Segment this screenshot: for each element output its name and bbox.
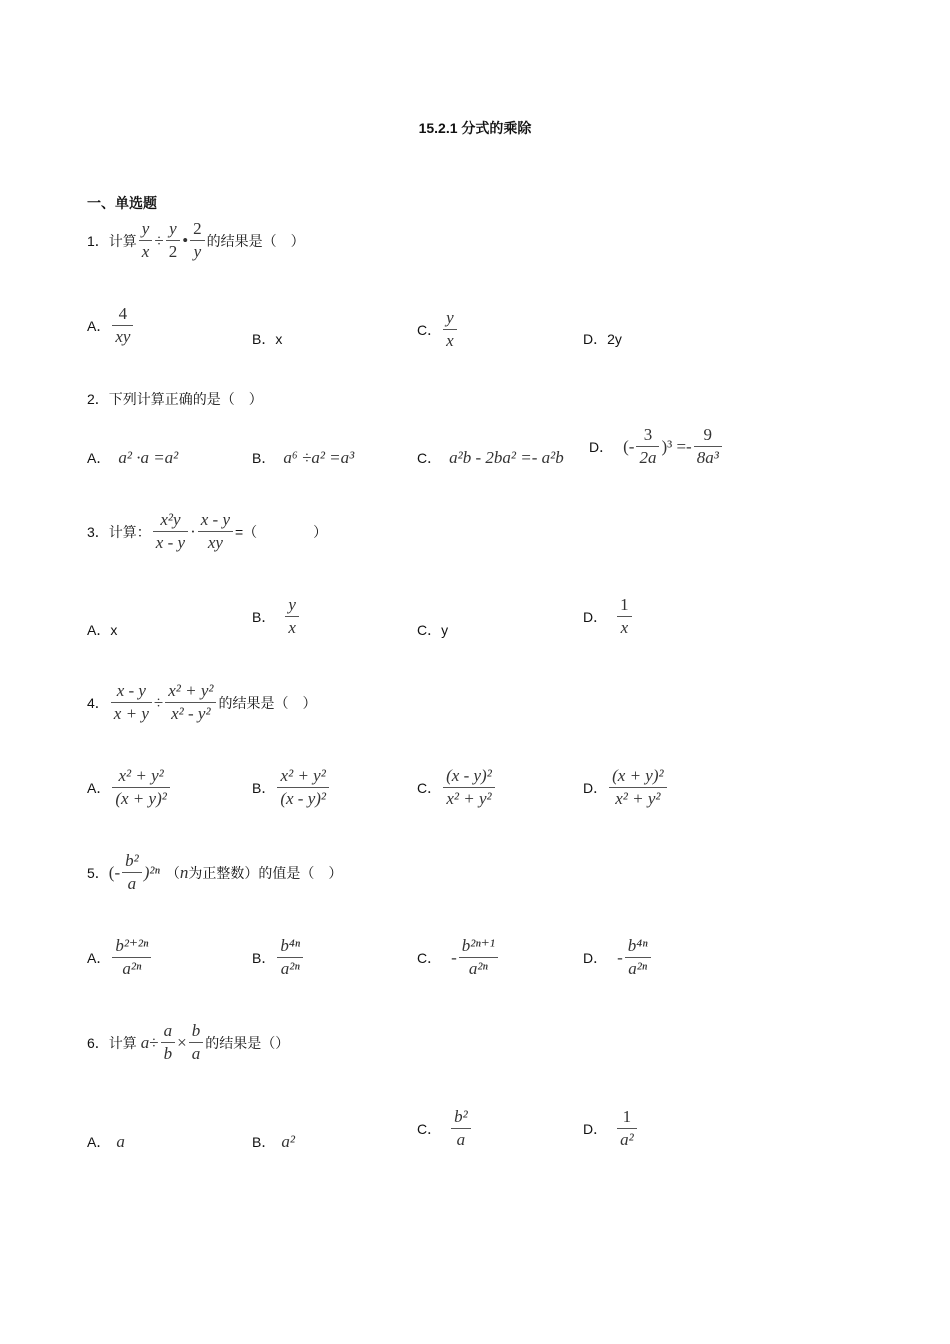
fraction: $\frac{\text{(x - y)²}}{\text{x² + y²}}$ bbox=[443, 765, 495, 810]
fraction: $\frac{\text{b²ⁿ⁺¹}}{\text{a²ⁿ}}$ bbox=[459, 935, 498, 980]
fraction: $\frac{\text{b⁴ⁿ}}{\text{a²ⁿ}}$ bbox=[625, 935, 651, 980]
option-label: D． bbox=[583, 608, 608, 625]
dot-operator: • bbox=[182, 230, 189, 250]
option-value: y bbox=[441, 622, 449, 638]
option-label: A． bbox=[87, 1134, 111, 1150]
option-d[interactable] bbox=[583, 594, 634, 639]
option-a[interactable] bbox=[87, 1132, 125, 1152]
fraction: $\frac{\text{x²y}}{x - y}$ bbox=[153, 509, 188, 554]
option-b[interactable] bbox=[252, 448, 354, 468]
question-number: 2． bbox=[87, 391, 109, 407]
question-suffix: 的结果是（） bbox=[205, 1034, 290, 1051]
question-2 bbox=[87, 389, 263, 409]
paren-open: (- bbox=[623, 436, 635, 456]
option-d[interactable] bbox=[583, 1106, 639, 1151]
option-label: D． bbox=[589, 438, 614, 455]
dot-operator: · bbox=[190, 521, 196, 541]
option-label: A． bbox=[87, 622, 111, 638]
question-suffix: 的结果是（ ） bbox=[218, 694, 317, 711]
fraction: $\frac{1}{x}$ bbox=[617, 594, 632, 639]
option-c[interactable] bbox=[417, 935, 500, 980]
option-a[interactable] bbox=[87, 765, 172, 810]
fraction: $\frac{\text{x² + y²}}{\text{x² - y²}}$ bbox=[165, 680, 216, 725]
option-c[interactable] bbox=[417, 765, 497, 810]
option-b[interactable] bbox=[252, 1132, 295, 1152]
fraction: $\frac{\text{(x + y)²}}{\text{x² + y²}}$ bbox=[609, 765, 666, 810]
option-d[interactable] bbox=[583, 329, 622, 349]
fraction: $\frac{\text{b²}}{a}$ bbox=[122, 850, 142, 895]
fraction: $\frac{\text{b⁴ⁿ}}{\text{a²ⁿ}}$ bbox=[277, 935, 303, 980]
question-number: 4． bbox=[87, 694, 109, 711]
option-label: A． bbox=[87, 949, 111, 966]
option-expression: a² ·a =a² bbox=[118, 448, 179, 467]
paren-open: （ bbox=[165, 864, 180, 881]
option-value: a bbox=[116, 1132, 125, 1151]
minus-sign: - bbox=[617, 947, 623, 967]
option-value: x bbox=[275, 331, 283, 347]
fraction: $\frac{\text{x² + y²}}{\text{(x + y)²}}$ bbox=[112, 765, 169, 810]
option-d[interactable] bbox=[589, 424, 724, 469]
option-label: B． bbox=[252, 949, 276, 966]
option-b[interactable] bbox=[252, 765, 331, 810]
option-expression: a²b - 2ba² =- a²b bbox=[449, 448, 564, 467]
fraction: $\frac{\text{x² + y²}}{\text{(x - y)²}}$ bbox=[277, 765, 329, 810]
section-heading: 一、单选题 bbox=[87, 195, 157, 211]
question-4 bbox=[87, 680, 316, 725]
question-number: 5． bbox=[87, 864, 109, 881]
option-value: x bbox=[110, 622, 118, 638]
variable: a bbox=[140, 1032, 150, 1052]
option-label: B． bbox=[252, 450, 276, 466]
option-c[interactable] bbox=[417, 1106, 473, 1151]
paren-close: )³ =- bbox=[661, 436, 692, 456]
option-label: B． bbox=[252, 779, 276, 796]
option-label: A． bbox=[87, 450, 111, 466]
option-label: D． bbox=[583, 331, 608, 347]
option-label: A． bbox=[87, 779, 111, 796]
question-prefix: 计算 bbox=[108, 232, 137, 249]
option-b[interactable] bbox=[252, 329, 282, 349]
option-a[interactable] bbox=[87, 935, 153, 980]
fraction: $\frac{9}{\text{8a³}}$ bbox=[694, 424, 722, 469]
option-value: 2y bbox=[607, 331, 622, 347]
times-sign: × bbox=[177, 1032, 187, 1052]
fraction: $\frac{a}{b}$ bbox=[161, 1020, 176, 1065]
option-label: C． bbox=[417, 321, 442, 338]
option-label: D． bbox=[583, 779, 608, 796]
minus-sign: - bbox=[451, 947, 457, 967]
option-label: A． bbox=[87, 317, 111, 334]
option-c[interactable] bbox=[417, 620, 448, 640]
option-a[interactable] bbox=[87, 303, 135, 348]
option-label: D． bbox=[583, 1120, 608, 1137]
fraction: $\frac{3}{2a}$ bbox=[636, 424, 659, 469]
question-5 bbox=[87, 850, 342, 895]
page-title: 15.2.1 分式的乘除 bbox=[418, 120, 532, 136]
question-number: 6． bbox=[87, 1034, 109, 1051]
question-number: 3． bbox=[87, 523, 109, 540]
fraction: $\frac{y}{x}$ bbox=[443, 307, 457, 352]
option-label: C． bbox=[417, 1120, 442, 1137]
question-3 bbox=[87, 509, 327, 554]
divide-sign: ÷ bbox=[149, 1032, 159, 1052]
option-c[interactable] bbox=[417, 448, 564, 468]
option-expression: a⁶ ÷a² =a³ bbox=[283, 448, 355, 467]
option-d[interactable] bbox=[583, 935, 653, 980]
fraction: $\frac{x - y}{x + y}$ bbox=[111, 680, 152, 725]
fraction: $\frac{2}{y}$ bbox=[190, 218, 205, 263]
option-label: B． bbox=[252, 608, 276, 625]
option-c[interactable] bbox=[417, 307, 459, 352]
question-prefix: 计算 bbox=[108, 1034, 137, 1051]
option-value: a² bbox=[281, 1132, 295, 1151]
option-label: B． bbox=[252, 331, 276, 347]
question-number: 1． bbox=[87, 232, 109, 249]
divide-sign: ÷ bbox=[154, 230, 164, 250]
question-suffix: =（ ） bbox=[235, 523, 328, 540]
question-suffix: 的结果是（ ） bbox=[206, 232, 305, 249]
question-6 bbox=[87, 1020, 289, 1065]
variable: n bbox=[179, 862, 189, 882]
fraction: $\frac{\text{b²}}{a}$ bbox=[451, 1106, 471, 1151]
option-b[interactable] bbox=[252, 935, 305, 980]
fraction: $\frac{y}{x}$ bbox=[285, 594, 299, 639]
question-condition: 为正整数）的值是（ ） bbox=[188, 864, 343, 881]
option-label: B． bbox=[252, 1134, 276, 1150]
fraction: $\frac{1}{\text{a²}}$ bbox=[617, 1106, 637, 1151]
option-label: C． bbox=[417, 779, 442, 796]
fraction: $\frac{y}{2}$ bbox=[166, 218, 181, 263]
fraction: $\frac{4}{xy}$ bbox=[112, 303, 133, 348]
fraction: $\frac{y}{x}$ bbox=[139, 218, 153, 263]
divide-sign: ÷ bbox=[153, 692, 164, 712]
fraction: $\frac{x - y}{xy}$ bbox=[198, 509, 233, 554]
option-label: D． bbox=[583, 949, 608, 966]
option-label: C． bbox=[417, 450, 442, 466]
fraction: $\frac{b}{a}$ bbox=[189, 1020, 204, 1065]
question-text: 下列计算正确的是（ ） bbox=[108, 391, 263, 407]
option-a[interactable] bbox=[87, 448, 178, 468]
paren-close: )²ⁿ bbox=[143, 862, 160, 882]
paren-open: (- bbox=[108, 862, 121, 882]
question-1 bbox=[87, 218, 305, 263]
option-b[interactable] bbox=[252, 594, 301, 639]
option-d[interactable] bbox=[583, 765, 669, 810]
fraction: $\frac{\text{b²⁺²ⁿ}}{\text{a²ⁿ}}$ bbox=[112, 935, 151, 980]
option-label: C． bbox=[417, 949, 442, 966]
question-prefix: 计算： bbox=[108, 523, 151, 540]
option-label: C． bbox=[417, 622, 442, 638]
option-a[interactable] bbox=[87, 620, 117, 640]
